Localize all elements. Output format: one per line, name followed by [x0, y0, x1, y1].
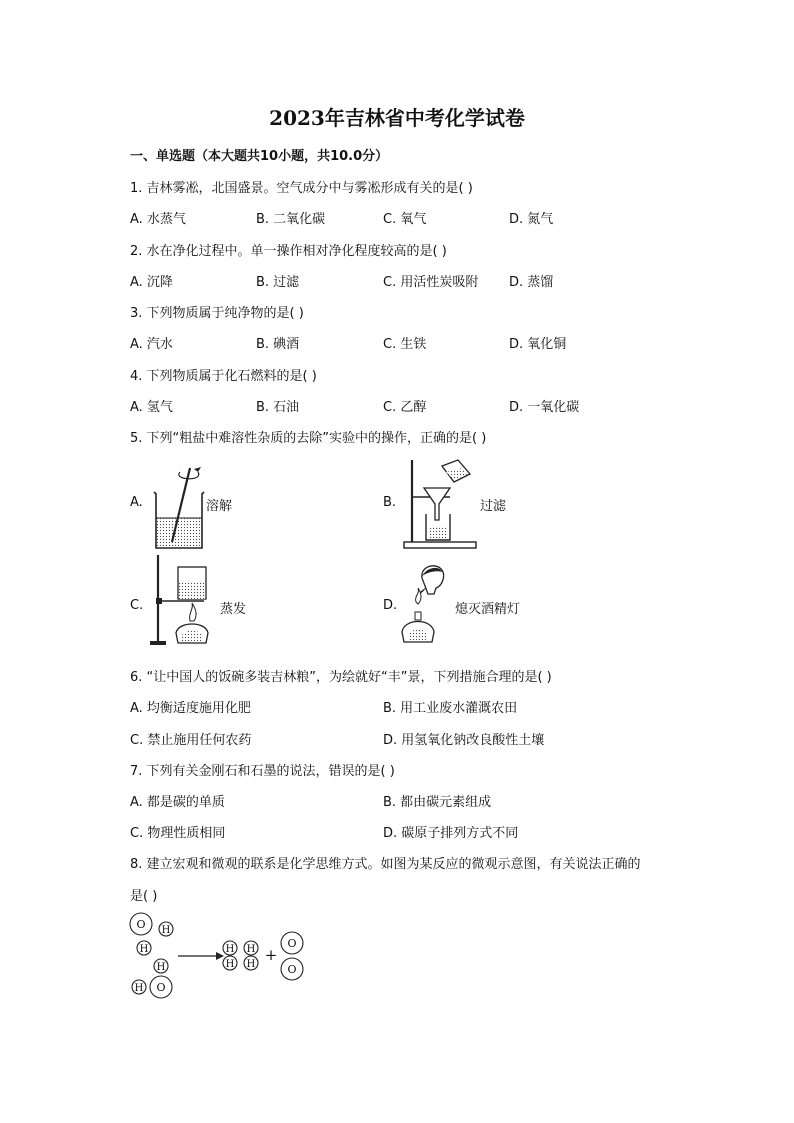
product-oxygen-atom-1: O — [287, 937, 297, 950]
dissolving-beaker-diagram — [150, 460, 210, 552]
question-7-option-c[interactable]: C. 物理性质相同 — [130, 826, 226, 841]
product-hydrogen-atom-3: H — [246, 944, 256, 955]
molecule-2-hydrogen-atom-b: H — [134, 983, 144, 994]
question-5-option-d-caption: 熄灭酒精灯 — [455, 602, 521, 617]
question-6-option-c[interactable]: C. 禁止施用任何农药 — [130, 733, 252, 748]
question-5-option-d-letter[interactable]: D. — [383, 598, 398, 613]
question-4-option-a[interactable]: A. 氢气 — [130, 400, 173, 415]
question-6-stem: 6. “让中国人的饭碗多装吉林粮”，为绘就好“丰”景，下列措施合理的是( ) — [130, 670, 552, 685]
question-4-option-c[interactable]: C. 乙醇 — [383, 400, 427, 415]
question-5-option-c-letter[interactable]: C. — [130, 598, 144, 613]
question-5-option-c-caption: 蒸发 — [220, 602, 247, 617]
evaporation-setup-diagram — [148, 555, 218, 647]
question-8-stem-line-1: 8. 建立宏观和微观的联系是化学思维方式。如图为某反应的微观示意图，有关说法正确的 — [130, 857, 641, 872]
question-3-option-c[interactable]: C. 生铁 — [383, 337, 427, 352]
question-7-option-d[interactable]: D. 碳原子排列方式不同 — [383, 826, 519, 841]
question-2-option-a[interactable]: A. 沉降 — [130, 275, 173, 290]
question-5-option-a-caption: 溶解 — [206, 499, 233, 514]
question-7-option-b[interactable]: B. 都由碳元素组成 — [383, 795, 492, 810]
question-4-option-b[interactable]: B. 石油 — [256, 400, 300, 415]
product-hydrogen-atom-2: H — [225, 959, 235, 970]
molecule-1-hydrogen-atom-b: H — [139, 944, 149, 955]
question-5-option-b-letter[interactable]: B. — [383, 495, 397, 510]
product-hydrogen-atom-4: H — [246, 959, 256, 970]
question-6-option-a[interactable]: A. 均衡适度施用化肥 — [130, 701, 251, 716]
question-2-option-d[interactable]: D. 蒸馏 — [509, 275, 554, 290]
question-4-option-d[interactable]: D. 一氧化碳 — [509, 400, 580, 415]
question-1-option-d[interactable]: D. 氮气 — [509, 212, 554, 227]
question-3-option-d[interactable]: D. 氧化铜 — [509, 337, 567, 352]
question-5-stem: 5. 下列“粗盐中难溶性杂质的去除”实验中的操作，正确的是( ) — [130, 431, 487, 446]
reaction-microscopic-diagram — [126, 910, 316, 1002]
page-title: 2023年吉林省中考化学试卷 — [269, 106, 525, 130]
section-heading: 一、单选题（本大题共10小题，共10.0分） — [130, 149, 389, 164]
question-4-stem: 4. 下列物质属于化石燃料的是( ) — [130, 369, 317, 384]
question-3-stem: 3. 下列物质属于纯净物的是( ) — [130, 306, 304, 321]
question-8-stem-line-2: 是( ) — [130, 889, 158, 904]
plus-sign: + — [264, 946, 278, 964]
question-5-option-b-caption: 过滤 — [480, 499, 507, 514]
molecule-1-hydrogen-atom-a: H — [161, 925, 171, 936]
question-3-option-b[interactable]: B. 碘酒 — [256, 337, 300, 352]
question-7-option-a[interactable]: A. 都是碳的单质 — [130, 795, 225, 810]
molecule-2-oxygen-atom: O — [156, 981, 166, 994]
question-2-stem: 2. 水在净化过程中。单一操作相对净化程度较高的是( ) — [130, 244, 447, 259]
question-2-option-c[interactable]: C. 用活性炭吸附 — [383, 275, 479, 290]
question-7-stem: 7. 下列有关金刚石和石墨的说法，错误的是( ) — [130, 764, 395, 779]
molecule-2-hydrogen-atom-a: H — [156, 962, 166, 973]
question-1-option-a[interactable]: A. 水蒸气 — [130, 212, 186, 227]
question-1-option-c[interactable]: C. 氧气 — [383, 212, 427, 227]
product-oxygen-atom-2: O — [287, 963, 297, 976]
question-3-option-a[interactable]: A. 汽水 — [130, 337, 173, 352]
question-1-option-b[interactable]: B. 二氧化碳 — [256, 212, 326, 227]
question-6-option-b[interactable]: B. 用工业废水灌溉农田 — [383, 701, 518, 716]
question-1-stem: 1. 吉林雾凇，北国盛景。空气成分中与雾凇形成有关的是( ) — [130, 181, 473, 196]
question-6-option-d[interactable]: D. 用氢氧化钠改良酸性土壤 — [383, 733, 545, 748]
question-5-option-a-letter[interactable]: A. — [130, 495, 143, 510]
blowing-out-lamp-diagram — [400, 560, 455, 648]
product-hydrogen-atom-1: H — [225, 944, 235, 955]
question-2-option-b[interactable]: B. 过滤 — [256, 275, 300, 290]
molecule-1-oxygen-atom: O — [136, 918, 146, 931]
filtration-setup-diagram — [402, 452, 482, 552]
